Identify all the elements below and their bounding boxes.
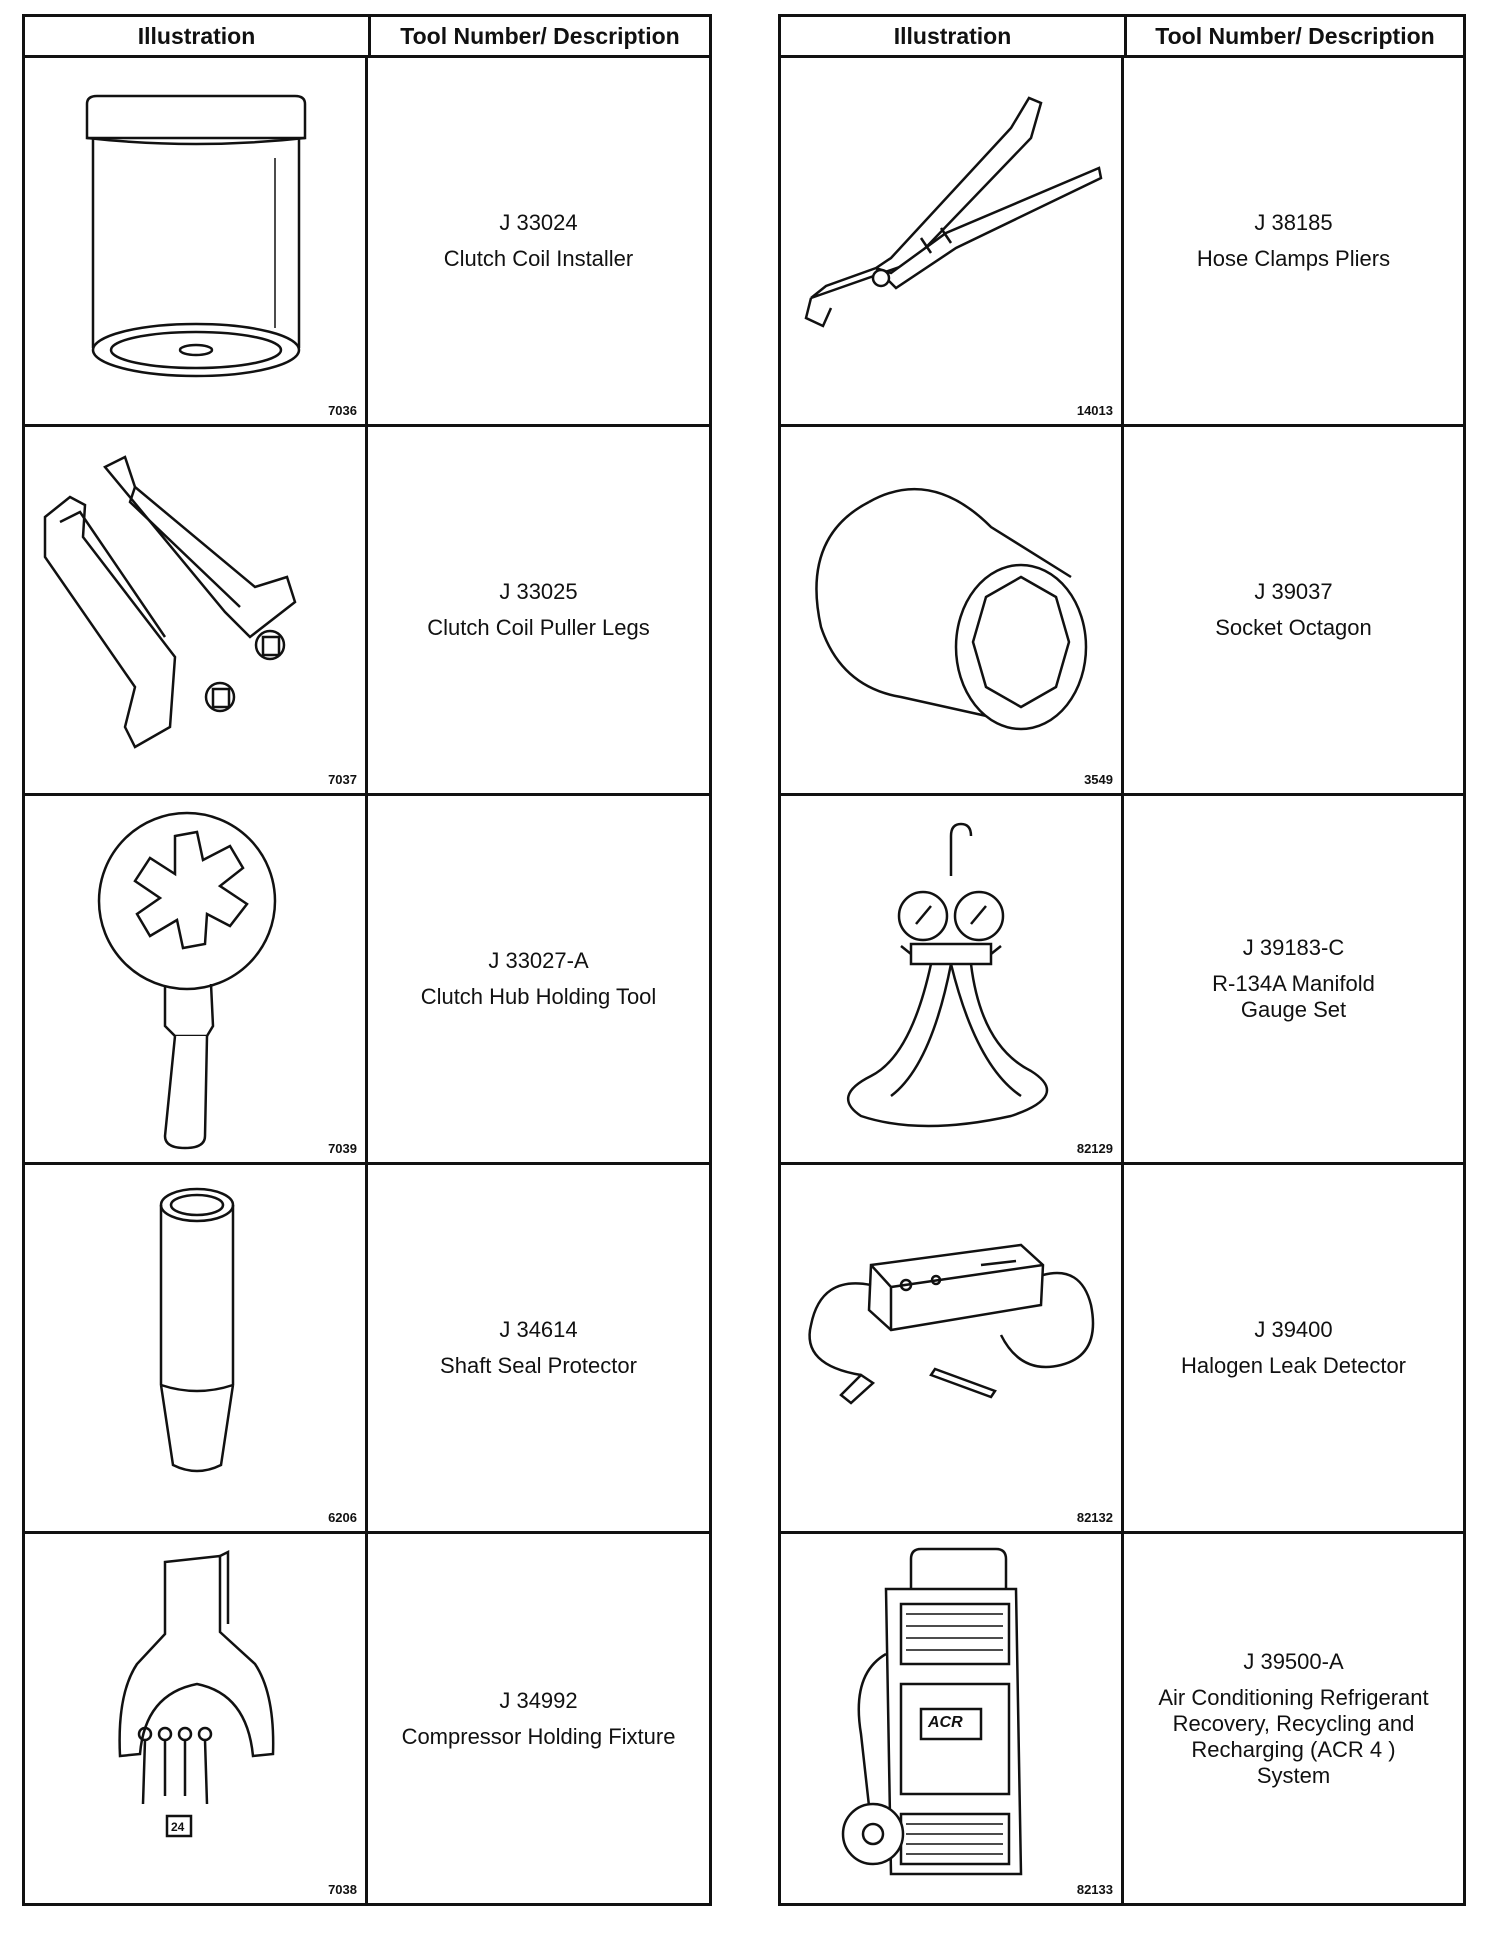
table-row — [25, 1534, 709, 1903]
illustration-cell — [25, 796, 368, 1162]
header-description: Tool Number/ Description — [1155, 22, 1435, 49]
illustration-cell — [25, 1534, 368, 1903]
table-row — [781, 58, 1463, 427]
tool-number: J 33025 — [499, 579, 578, 604]
tool-name: Air Conditioning Refrigerant Recovery, Recycling and Recharging (ACR 4 ) System — [1158, 1684, 1429, 1788]
figure-number: 82132 — [1076, 1510, 1113, 1525]
clutch-coil-puller-legs-icon — [25, 427, 368, 796]
illustration-cell — [781, 796, 1124, 1162]
tool-number: J 38185 — [1254, 210, 1333, 235]
halogen-leak-detector-icon — [781, 1165, 1124, 1534]
table-header — [781, 17, 1463, 58]
header-illustration: Illustration — [781, 17, 1127, 55]
tool-number: J 33024 — [499, 210, 578, 235]
tool-description — [1124, 1534, 1463, 1903]
tool-number: J 34992 — [499, 1687, 578, 1713]
tools-table-left — [22, 14, 712, 1906]
tool-description — [368, 427, 709, 793]
tool-name: Clutch Coil Puller Legs — [427, 615, 650, 640]
tool-name: Clutch Hub Holding Tool — [420, 984, 657, 1009]
figure-number: 6206 — [328, 1510, 357, 1525]
header-illustration: Illustration — [25, 17, 371, 55]
table-row — [25, 58, 709, 427]
tool-number: J 39037 — [1254, 579, 1333, 604]
tool-number: J 39400 — [1254, 1317, 1333, 1342]
tool-number: J 39183-C — [1242, 935, 1345, 960]
tool-name: Socket Octagon — [1215, 615, 1372, 640]
table-row — [25, 796, 709, 1165]
figure-number: 82129 — [1076, 1141, 1113, 1156]
table-row — [781, 796, 1463, 1165]
table-row — [781, 427, 1463, 796]
tool-name: Hose Clamps Pliers — [1196, 246, 1391, 271]
table-row — [25, 427, 709, 796]
tool-description — [1124, 796, 1463, 1162]
tool-description — [1124, 427, 1463, 793]
illustration-cell — [781, 58, 1124, 424]
tool-name: R-134A Manifold Gauge Set — [1212, 971, 1375, 1022]
tool-name: Compressor Holding Fixture — [401, 1723, 676, 1749]
table-row — [781, 1165, 1463, 1534]
tool-name: Halogen Leak Detector — [1180, 1353, 1407, 1378]
figure-number: 7037 — [328, 772, 357, 787]
tool-number: J 34614 — [499, 1317, 578, 1342]
clutch-hub-holding-tool-icon — [25, 796, 368, 1165]
tool-description — [368, 796, 709, 1162]
tool-number: J 33027-A — [488, 948, 589, 973]
tool-description — [1124, 58, 1463, 424]
figure-number: 82133 — [1076, 1882, 1113, 1897]
illustration-cell — [25, 58, 368, 424]
figure-number: 7039 — [328, 1141, 357, 1156]
clutch-coil-installer-icon — [25, 58, 368, 427]
tool-description — [368, 58, 709, 424]
illustration-cell — [781, 427, 1124, 793]
tool-description — [368, 1534, 709, 1903]
tool-description — [1124, 1165, 1463, 1531]
illustration-cell — [25, 1165, 368, 1531]
tag-label: 24 — [171, 1820, 185, 1834]
tools-table-right — [778, 14, 1466, 1906]
illustration-cell — [25, 427, 368, 793]
acr-logo-text: ACR — [928, 1714, 963, 1731]
header-description: Tool Number/ Description — [400, 22, 680, 49]
hose-clamps-pliers-icon — [781, 58, 1124, 427]
tool-number: J 39500-A — [1243, 1648, 1344, 1674]
table-row — [25, 1165, 709, 1534]
manifold-gauge-set-icon — [781, 796, 1124, 1165]
illustration-cell — [781, 1165, 1124, 1531]
table-header — [25, 17, 709, 58]
figure-number: 14013 — [1076, 403, 1113, 418]
figure-number: 7038 — [328, 1882, 357, 1897]
socket-octagon-icon — [781, 427, 1124, 796]
shaft-seal-protector-icon — [25, 1165, 368, 1534]
tool-description — [368, 1165, 709, 1531]
figure-number: 3549 — [1084, 772, 1113, 787]
table-row — [781, 1534, 1463, 1903]
tool-name: Shaft Seal Protector — [440, 1353, 637, 1378]
tool-name: Clutch Coil Installer — [443, 246, 634, 271]
compressor-holding-fixture-icon — [25, 1534, 368, 1903]
illustration-cell — [781, 1534, 1124, 1903]
figure-number: 7036 — [328, 403, 357, 418]
